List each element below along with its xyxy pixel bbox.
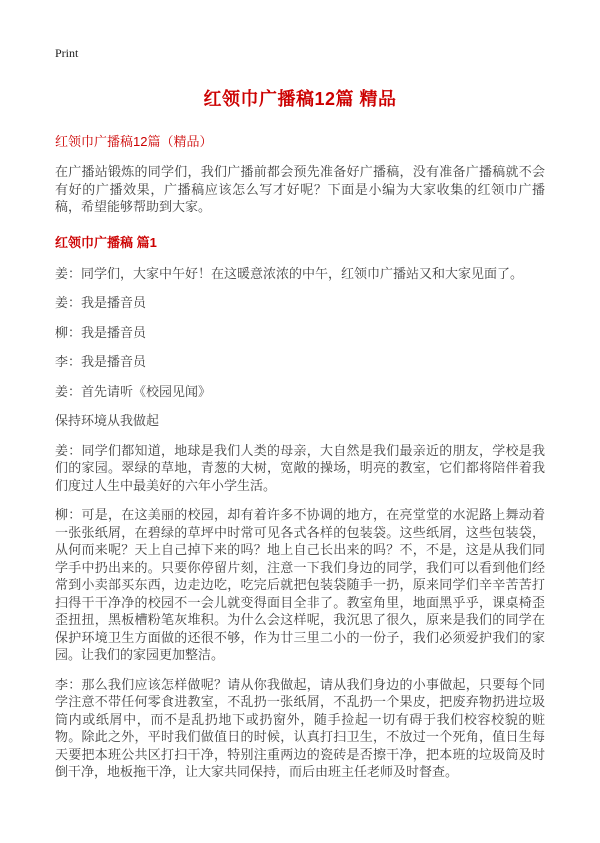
section-heading: 红领巾广播稿 篇1 xyxy=(55,234,157,250)
paragraph: 柳：我是播音员 xyxy=(55,324,147,340)
paragraph: 李：那么我们应该怎样做呢？请从你我做起，请从我们身边的小事做起，只要每个同学注意不带任何零食进教室，不乱扔一张纸屑，不乱扔一个果皮，把废弃物扔进垃圾筒内或纸屑中，而不是乱扔地下或扔窗外，随手捡起一切有碍于我们校容校貌的赃物。除此之外，平时我们做值日的时候，认真打扫卫生，不放过一个死角，值日生每天要把本班公共区打扫干净，特别注重两边的瓷砖是否擦干净，把本班的垃圾筒及时倒干净，地板拖干净，让大家共同保持，而后由班主任老师及时督查。 xyxy=(55,676,545,779)
paragraph: 姜：同学们，大家中午好！在这暖意浓浓的中午，红领巾广播站又和大家见面了。 xyxy=(55,265,524,281)
paragraph: 李：我是播音员 xyxy=(55,354,147,369)
document-subtitle: 红领巾广播稿12篇（精品） xyxy=(55,134,213,149)
paragraph: 姜：首先请听《校园见闻》 xyxy=(55,383,212,399)
paragraph: 姜：同学们都知道，地球是我们人类的母亲，大自然是我们最亲近的朋友，学校是我们的家园。翠绿的草地，青葱的大树，宽敞的操场，明亮的教室，它们都将陪伴着我们度过人生中最美好的六年小学生活。 xyxy=(55,442,545,493)
paragraph: 柳：可是，在这美丽的校园，却有着许多不协调的地方，在亮堂堂的水泥路上舞动着一张张纸屑，在碧绿的草坪中时常可见各式各样的包装袋。这些纸屑，这些包装袋，从何而来呢？天上自己掉下来的吗？地上自己长出来的吗？不，不是，这是从我们同学手中扔出来的。只要你停留片刻，注意一下我们身边的同学，我们可以看到他们经常到小卖部买东西，边走边吃，吃完后就把包装袋随手一扔，原来同学们辛辛苦苦打扫得干干净净的校园不一会儿就变得面目全非了。教室角里，地面黑乎乎，课桌椅歪歪扭扭，黑板槽粉笔灰堆积。为什么会这样呢，我沉思了很久，原来是我们的同学在保护环境卫生方面做的还很不够，作为廿三里二小的一份子，我们必须爱护我们的家园。让我们的家园更加整洁。 xyxy=(55,507,545,662)
print-button[interactable]: Print xyxy=(55,46,79,60)
paragraph-list xyxy=(55,265,545,781)
paragraph: 保持环境从我做起 xyxy=(55,413,160,428)
intro-paragraph: 在广播站锻炼的同学们，我们广播前都会预先准备好广播稿，没有准备广播稿就不会有好的广播效果，广播稿应该怎么写才好呢？下面是小编为大家收集的红领巾广播稿，希望能够帮助到大家。 xyxy=(55,164,545,214)
paragraph: 姜：我是播音员 xyxy=(55,295,147,310)
document-title: 红领巾广播稿12篇 精品 xyxy=(203,89,397,109)
